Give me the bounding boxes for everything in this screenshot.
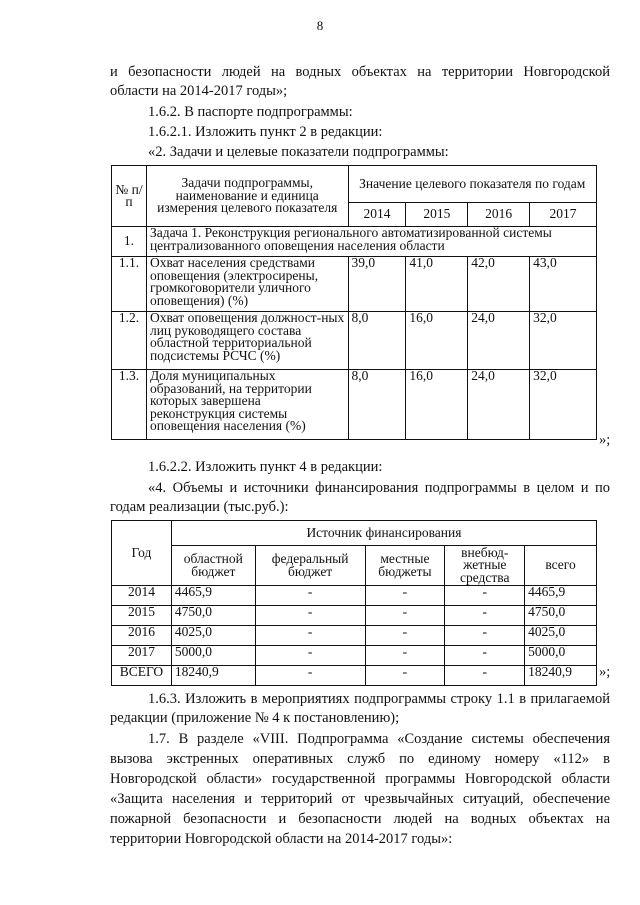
- text-line: вызова экстренных оперативных служб по единому номеру «112» в: [110, 751, 610, 767]
- cell: -: [365, 626, 445, 646]
- cell: 4465,9: [525, 586, 597, 606]
- cell: 4025,0: [525, 626, 597, 646]
- text-line: территории Новгородской области на 2014-2017 годы»:: [110, 831, 453, 847]
- text-line: 1.6.2.1. Изложить пункт 2 в редакции:: [148, 124, 383, 140]
- col-header: внебюд-жетные средства: [445, 546, 525, 586]
- cell: 18240,9: [525, 666, 597, 686]
- text-line: 1.6.2.2. Изложить пункт 4 в редакции:: [148, 459, 383, 475]
- financing-table: [111, 520, 597, 686]
- row-year: 2016: [112, 626, 172, 646]
- header-year: Год: [112, 521, 172, 586]
- row-year: 2014: [112, 586, 172, 606]
- text-line: пожарной безопасности и безопасности людей на водных объектах на: [110, 811, 610, 827]
- cell: -: [365, 666, 445, 686]
- header-tasks: Задачи подпрограммы, наименование и единица измерения целевого показателя: [146, 166, 348, 227]
- row-year: 2017: [112, 646, 172, 666]
- row-year: ВСЕГО: [112, 666, 172, 686]
- text-line: редакции (приложение № 4 к постановлению);: [110, 710, 400, 726]
- cell: -: [255, 586, 365, 606]
- cell: 4465,9: [171, 586, 255, 606]
- row-value: 8,0: [348, 312, 406, 370]
- cell: -: [255, 606, 365, 626]
- text-line: области на 2014-2017 годы»;: [110, 83, 288, 99]
- row-year: 2015: [112, 606, 172, 626]
- header-value: Значение целевого показателя по годам: [348, 166, 596, 203]
- table-row: [112, 312, 597, 370]
- col-header: всего: [525, 546, 597, 586]
- row-text: Охват населения средствами оповещения (электросирены, громкоговорители уличного оповещения) (%): [146, 257, 348, 312]
- table-row: [112, 586, 597, 606]
- cell: 4750,0: [171, 606, 255, 626]
- text-line: и безопасности людей на водных объектах на территории Новгородской: [110, 64, 610, 80]
- table-row: [112, 227, 597, 257]
- table-row: [112, 370, 597, 440]
- text-line: «4. Объемы и источники финансирования подпрограммы в целом и по: [148, 480, 610, 496]
- row-num: 1.3.: [112, 370, 147, 440]
- cell: -: [255, 666, 365, 686]
- row-value: 39,0: [348, 257, 406, 312]
- cell: -: [445, 626, 525, 646]
- cell: -: [445, 586, 525, 606]
- row-num: 1.1.: [112, 257, 147, 312]
- cell: -: [445, 666, 525, 686]
- year-header: 2017: [530, 203, 597, 227]
- row-value: 16,0: [406, 370, 468, 440]
- cell: -: [255, 626, 365, 646]
- row-value: 41,0: [406, 257, 468, 312]
- table-row: [112, 646, 597, 666]
- row-value: 24,0: [468, 312, 530, 370]
- cell: -: [445, 646, 525, 666]
- row-value: 16,0: [406, 312, 468, 370]
- col-header: федеральный бюджет: [255, 546, 365, 586]
- header-source: Источник финансирования: [171, 521, 596, 546]
- text-line: Новгородской области» государственной программы Новгородской области: [110, 771, 610, 787]
- table-row: [112, 666, 597, 686]
- cell: -: [365, 606, 445, 626]
- text-line: 1.6.2. В паспорте подпрограммы:: [148, 104, 353, 120]
- row-text: Охват оповещения должност-ных лиц руководящего состава областной территориальной подсистемы РСЧС (%): [146, 312, 348, 370]
- task-text: Задача 1. Реконструкция регионального автоматизированной системы централизованного оповещения населения области: [146, 227, 596, 257]
- header-num: № п/п: [112, 166, 147, 227]
- year-header: 2015: [406, 203, 468, 227]
- table-row: [112, 606, 597, 626]
- row-value: 43,0: [530, 257, 597, 312]
- page-number: 8: [316, 18, 324, 33]
- row-value: 24,0: [468, 370, 530, 440]
- table-row: [112, 257, 597, 312]
- row-value: 32,0: [530, 370, 597, 440]
- row-num: 1.2.: [112, 312, 147, 370]
- text-line: «Защита населения и территорий от чрезвычайных ситуаций, обеспечение: [110, 791, 610, 807]
- col-header: местные бюджеты: [365, 546, 445, 586]
- row-value: 42,0: [468, 257, 530, 312]
- year-header: 2014: [348, 203, 406, 227]
- text-line: 1.7. В разделе «VIII. Подпрограмма «Создание системы обеспечения: [148, 731, 610, 747]
- row-value: 32,0: [530, 312, 597, 370]
- text-line: годам реализации (тыс.руб.):: [110, 499, 289, 515]
- closing-quote: »;: [599, 664, 611, 680]
- cell: 18240,9: [171, 666, 255, 686]
- cell: -: [365, 586, 445, 606]
- cell: -: [365, 646, 445, 666]
- text-line: 1.6.3. Изложить в мероприятиях подпрограммы строку 1.1 в прилагаемой: [148, 691, 610, 707]
- text-line: «2. Задачи и целевые показатели подпрограммы:: [148, 144, 449, 160]
- cell: 5000,0: [525, 646, 597, 666]
- col-header: областной бюджет: [171, 546, 255, 586]
- cell: 4750,0: [525, 606, 597, 626]
- cell: 5000,0: [171, 646, 255, 666]
- table-row: [112, 626, 597, 646]
- closing-quote: »;: [599, 432, 611, 448]
- row-num: 1.: [112, 227, 147, 257]
- cell: 4025,0: [171, 626, 255, 646]
- targets-table: [111, 165, 597, 440]
- row-text: Доля муниципальных образований, на территории которых завершена реконструкция системы оповещения населения (%): [146, 370, 348, 440]
- year-header: 2016: [468, 203, 530, 227]
- cell: -: [445, 606, 525, 626]
- row-value: 8,0: [348, 370, 406, 440]
- cell: -: [255, 646, 365, 666]
